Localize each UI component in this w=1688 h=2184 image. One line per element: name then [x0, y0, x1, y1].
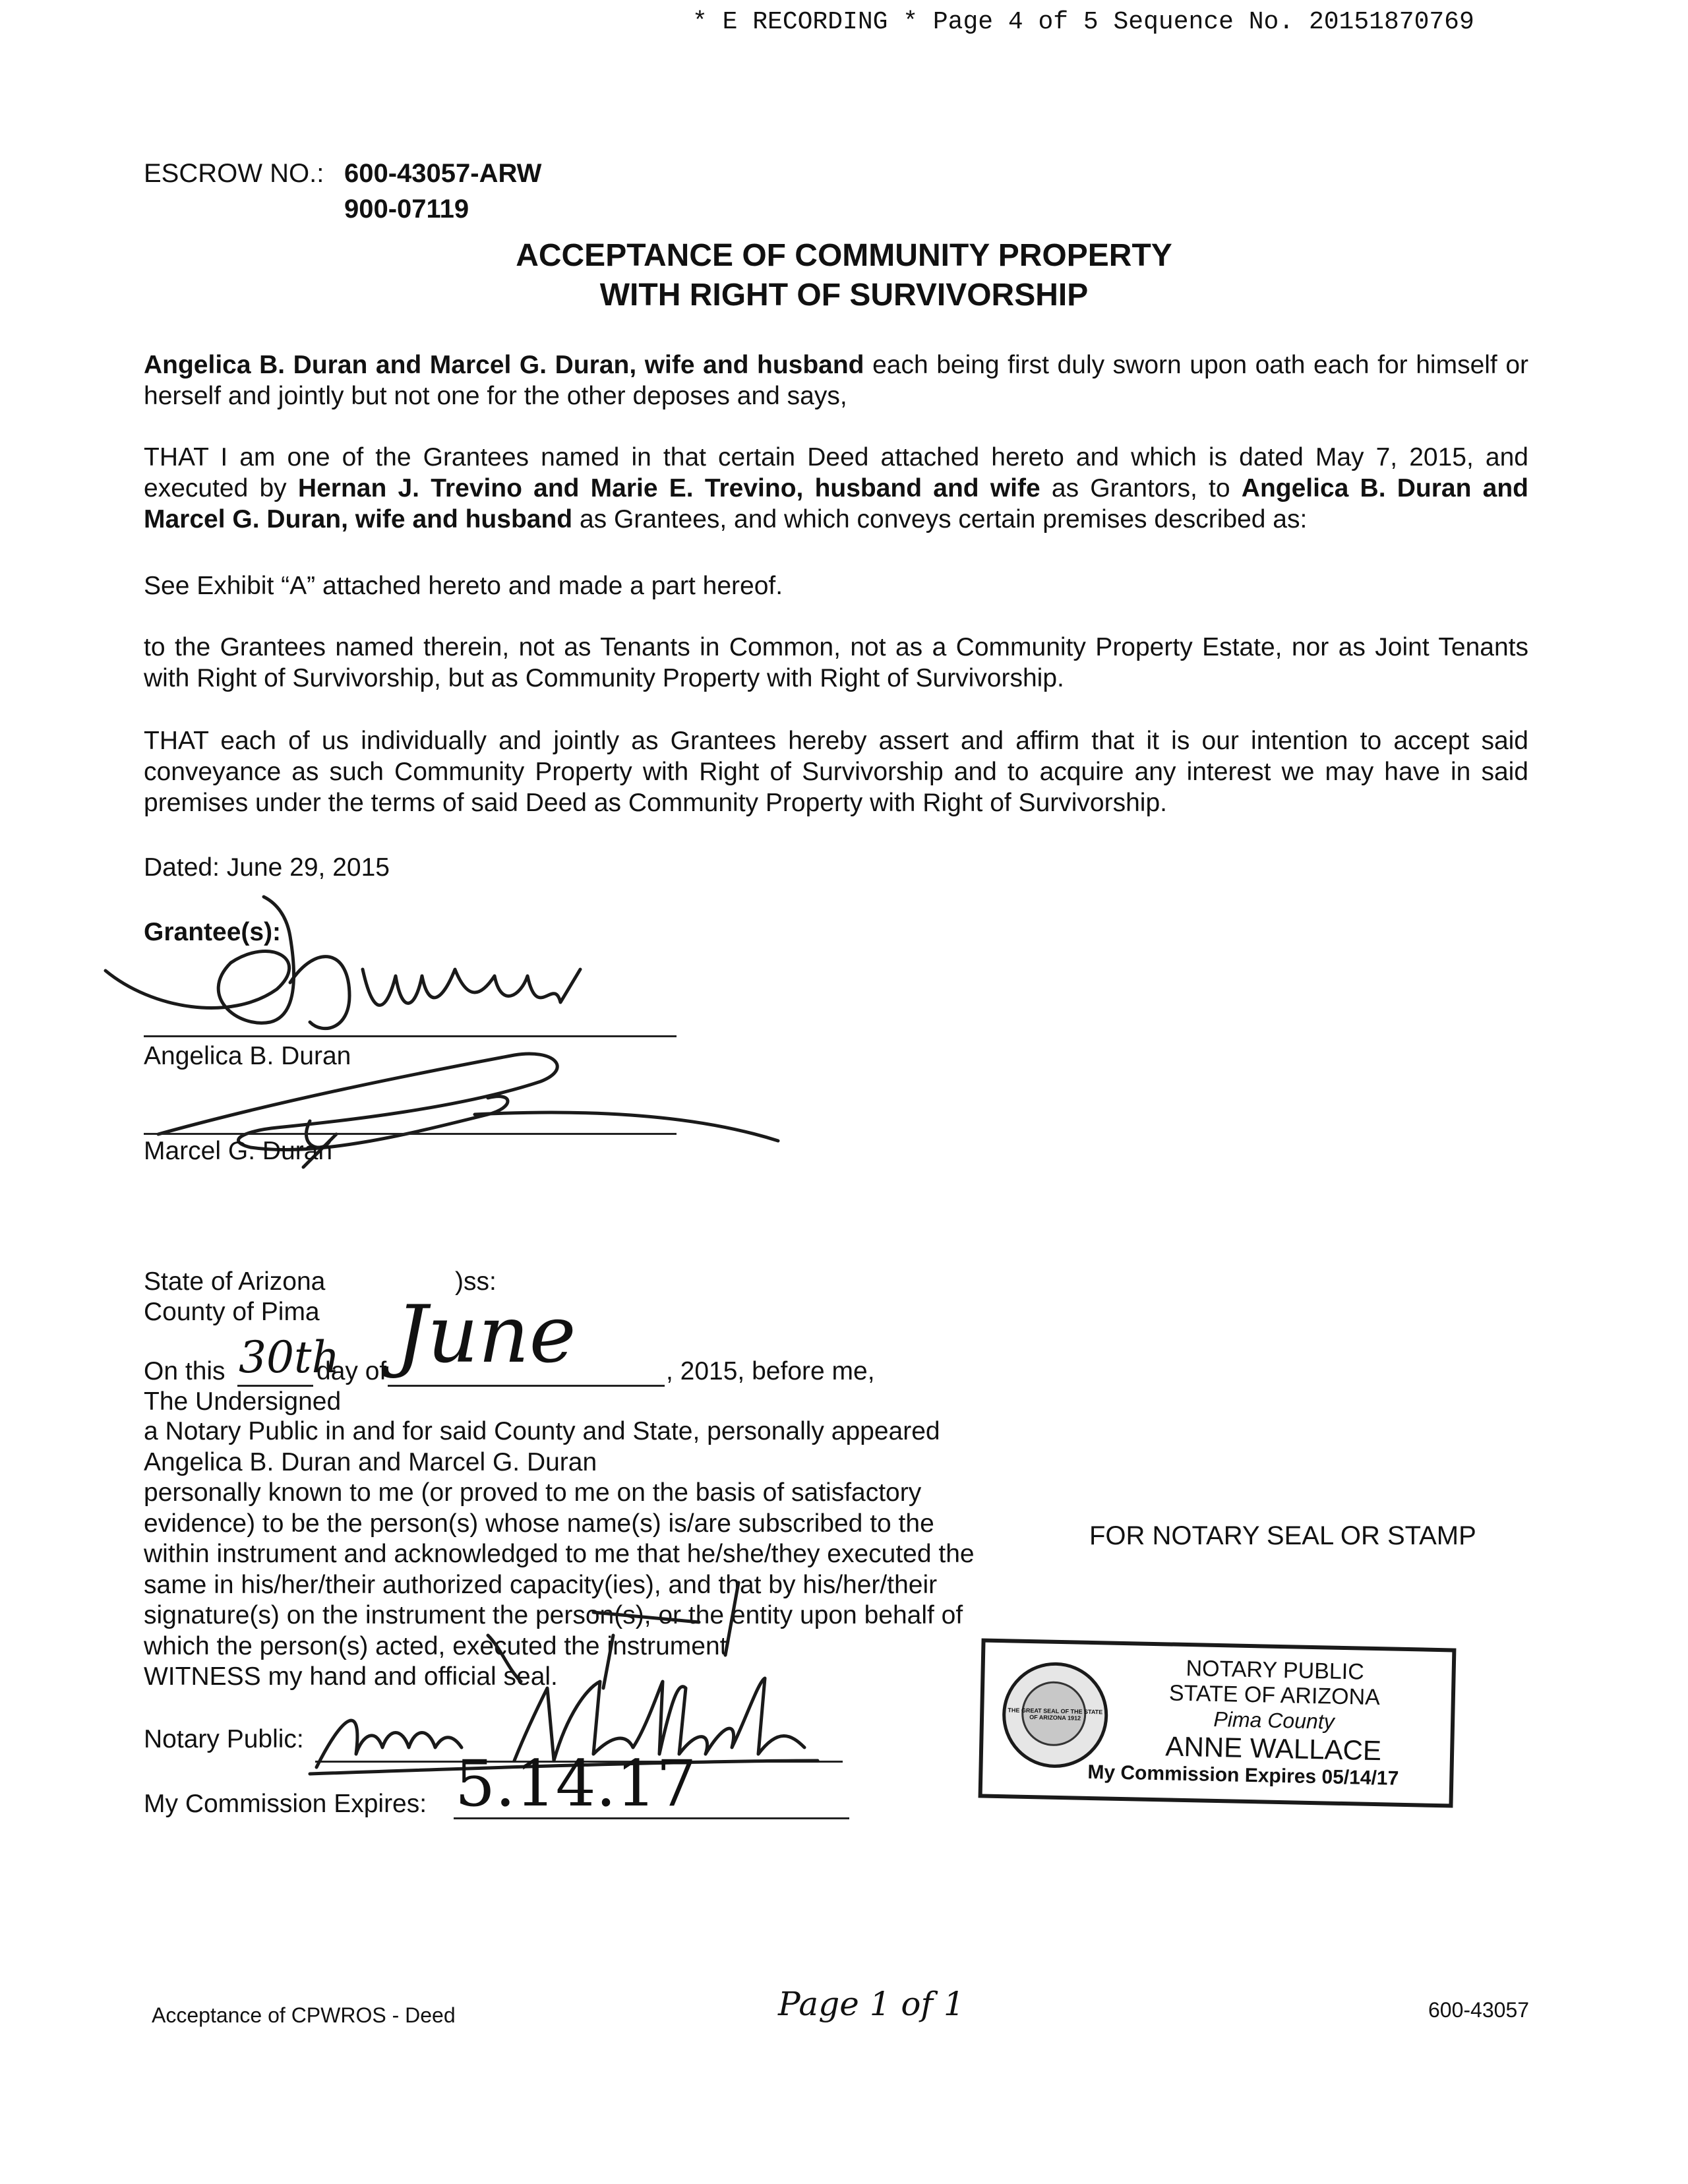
grantees-names-bold: Angelica B. Duran and Marcel G. Duran, wife and husband	[144, 351, 864, 379]
venue-ss: )ss:	[455, 1267, 497, 1296]
stamp-county: Pima County	[1213, 1707, 1335, 1734]
handwritten-page-number: Page 1 of 1	[778, 1985, 965, 2023]
handwritten-expires: 5.14.17	[455, 1747, 697, 1821]
stamp-text	[1087, 1654, 1440, 1792]
grantees-label: Grantee(s):	[144, 918, 282, 946]
ack-line: a Notary Public in and for said County and State, personally appeared	[144, 1417, 940, 1445]
notary-public-label: Notary Public:	[144, 1725, 304, 1753]
paragraph-text: each being first duly sworn upon oath each for himself or herself and jointly but not one for the other deposes and says,	[144, 351, 1528, 410]
venue-county: County of Pima	[144, 1298, 320, 1326]
escrow-number: 600-43057-ARW	[344, 159, 542, 188]
ack-line: which the person(s) acted, executed the instrument	[144, 1631, 727, 1660]
document-title	[0, 236, 1688, 315]
paragraph-exhibit: See Exhibit “A” attached hereto and made a part hereof.	[144, 572, 783, 600]
paragraph-deed	[144, 442, 1528, 535]
grantees-names-bold: Angelica B. Duran and Marcel G. Duran, wife and husband	[144, 474, 1528, 533]
ack-line: evidence) to be the person(s) whose name(s) is/are subscribed to the	[144, 1509, 934, 1538]
commission-expires-label: My Commission Expires:	[144, 1790, 427, 1818]
paragraph-deponents	[144, 349, 1528, 411]
grantors-names-bold: Hernan J. Trevino and Marie E. Trevino, husband and wife	[297, 474, 1040, 502]
stamp-expiration: My Commission Expires 05/14/17	[1087, 1761, 1399, 1790]
notary-undersigned: The Undersigned	[144, 1387, 342, 1416]
escrow-label: ESCROW NO.:	[144, 159, 324, 188]
ack-line: WITNESS my hand and official seal.	[144, 1662, 558, 1691]
handwritten-month: June	[396, 1289, 576, 1381]
ack-line: personally known to me (or proved to me on the basis of satisfactory	[144, 1478, 922, 1507]
notary-stamp	[979, 1638, 1457, 1807]
stamp-notary-public: NOTARY PUBLIC	[1186, 1655, 1365, 1685]
paragraph-text: as Grantees, and which conveys certain premises described as:	[572, 505, 1308, 533]
signature-line-marcel	[144, 1133, 677, 1135]
ack-line: within instrument and acknowledged to me that he/she/they executed the	[144, 1540, 975, 1568]
recording-header: * E RECORDING * Page 4 of 5 Sequence No. 20151870769	[692, 8, 1474, 36]
title-line-1: ACCEPTANCE OF COMMUNITY PROPERTY	[516, 238, 1172, 273]
ack-line: Angelica B. Duran and Marcel G. Duran	[144, 1447, 597, 1476]
paragraph-affirmation: THAT each of us individually and jointly as Grantees hereby assert and affirm that it is our intention to accept said conveyance as such Community Property with Right of Survivorship and to acquire any interest we may have in said premises under the terms of said Deed as Community Property with Right of Survivorship.	[144, 727, 1528, 817]
notary-day-of: day of	[316, 1357, 387, 1385]
ack-line: same in his/her/their authorized capacity(ies), and that by his/her/their	[144, 1570, 938, 1599]
paragraph-text: THAT I am one of the Grantees named in that certain Deed attached hereto and which is dated May 7, 2015, and executed by	[144, 443, 1528, 502]
dated-line: Dated: June 29, 2015	[144, 853, 390, 882]
paragraph-tenancy: to the Grantees named therein, not as Tenants in Common, not as a Community Property Estate, nor as Joint Tenants with Right of Survivorship, but as Community Property with Right of Survivorship.	[144, 633, 1528, 692]
title-line-2: WITH RIGHT OF SURVIVORSHIP	[599, 278, 1089, 313]
paragraph-text: as Grantors, to	[1040, 474, 1242, 502]
month-blank	[388, 1385, 665, 1387]
footer-right: 600-43057	[1428, 1998, 1530, 2022]
ack-line: signature(s) on the instrument the person(s), or the entity upon behalf of	[144, 1601, 963, 1629]
seal-area-label: FOR NOTARY SEAL OR STAMP	[1089, 1521, 1476, 1550]
grantee-name-marcel: Marcel G. Duran	[144, 1137, 333, 1165]
escrow-number-2: 900-07119	[344, 195, 469, 224]
grantee-name-angelica: Angelica B. Duran	[144, 1042, 351, 1070]
notary-on-this: On this	[144, 1357, 226, 1385]
stamp-state: STATE OF ARIZONA	[1168, 1680, 1381, 1711]
handwritten-day: 30th	[239, 1332, 340, 1383]
state-seal	[1002, 1661, 1109, 1769]
stamp-name: ANNE WALLACE	[1164, 1730, 1382, 1767]
venue-state: State of Arizona	[144, 1267, 326, 1296]
notary-year: , 2015, before me,	[666, 1357, 875, 1385]
state-seal-text: THE GREAT SEAL OF THE STATE OF ARIZONA 1912	[1008, 1707, 1103, 1722]
footer-left: Acceptance of CPWROS - Deed	[152, 2003, 456, 2027]
